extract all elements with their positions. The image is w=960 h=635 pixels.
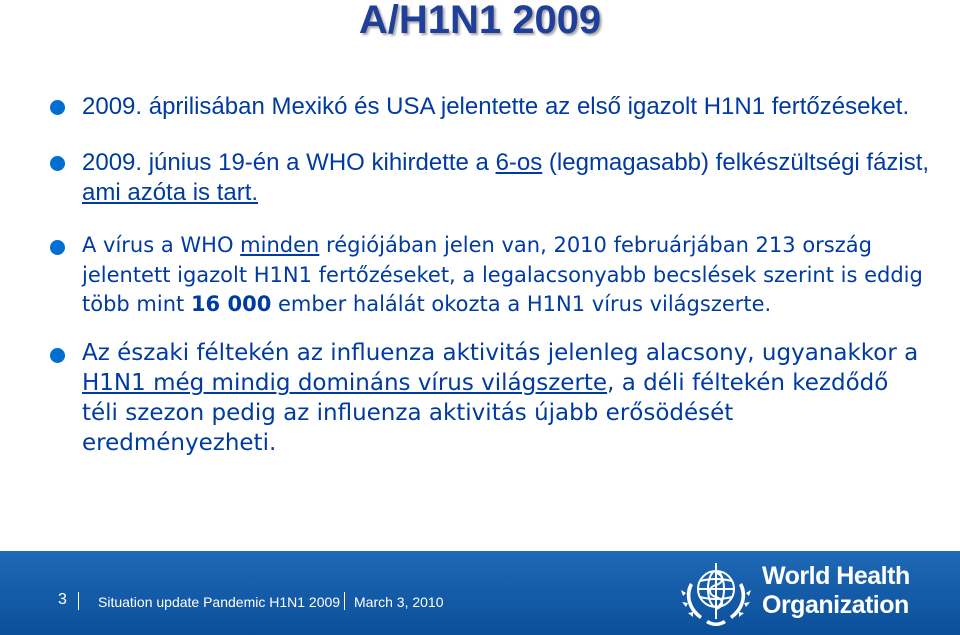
underlined-text: H1N1 még mindig domináns vírus világszerte	[82, 370, 608, 397]
underlined-text: ami azóta is tart.	[82, 178, 259, 206]
underlined-text: minden	[240, 233, 320, 258]
bullet-item	[50, 92, 930, 122]
bullet-text: 2009. június 19-én a WHO kihirdette a	[82, 148, 496, 176]
bullet-item	[50, 148, 930, 208]
slide-title: A/H1N1 2009	[358, 0, 602, 42]
bullet-dot-icon	[50, 348, 65, 363]
who-logo-text: World Health	[762, 562, 910, 590]
bullet-text: A vírus a WHO	[82, 233, 241, 258]
who-emblem-icon	[676, 553, 756, 633]
footer-divider	[344, 592, 345, 610]
bullet-text: , a déli féltekén kezdődő téli szezon pedig az influenza aktivitás újabb erősödését eredményezheti.	[82, 370, 889, 457]
page-number: 3	[58, 591, 67, 608]
bullet-item	[50, 231, 930, 319]
bullet-dot-icon	[50, 156, 65, 171]
bullet-dot-icon	[50, 240, 65, 255]
presentation-date: March 3, 2010	[354, 594, 444, 610]
bullet-text: ember halálát okozta a H1N1 vírus világszerte.	[271, 292, 772, 317]
bold-number: 16 000	[190, 292, 272, 317]
bullet-text: (legmagasabb) felkészültségi fázist,	[542, 148, 930, 176]
footer-divider	[78, 592, 79, 610]
presentation-title: Situation update Pandemic H1N1 2009	[98, 594, 341, 610]
bullet-dot-icon	[50, 100, 65, 115]
bullet-text: Az északi féltekén az influenza aktivitás jelenleg alacsony, ugyanakkor a	[82, 340, 919, 367]
bullet-item	[50, 339, 930, 459]
bullet-text: 2009. áprilisában Mexikó és USA jelentette az első igazolt H1N1 fertőzéseket.	[82, 93, 910, 120]
who-logo-text: Organization	[762, 591, 909, 619]
footer-bar	[0, 551, 960, 635]
bullet-list	[50, 92, 930, 459]
bullet-text: régiójában jelen van, 2010 februárjában 213 ország jelentett igazolt H1N1 fertőzéseket, a legalacsonyabb becslések szerint is eddig több mint	[82, 233, 923, 317]
underlined-text: 6-os	[495, 148, 543, 176]
